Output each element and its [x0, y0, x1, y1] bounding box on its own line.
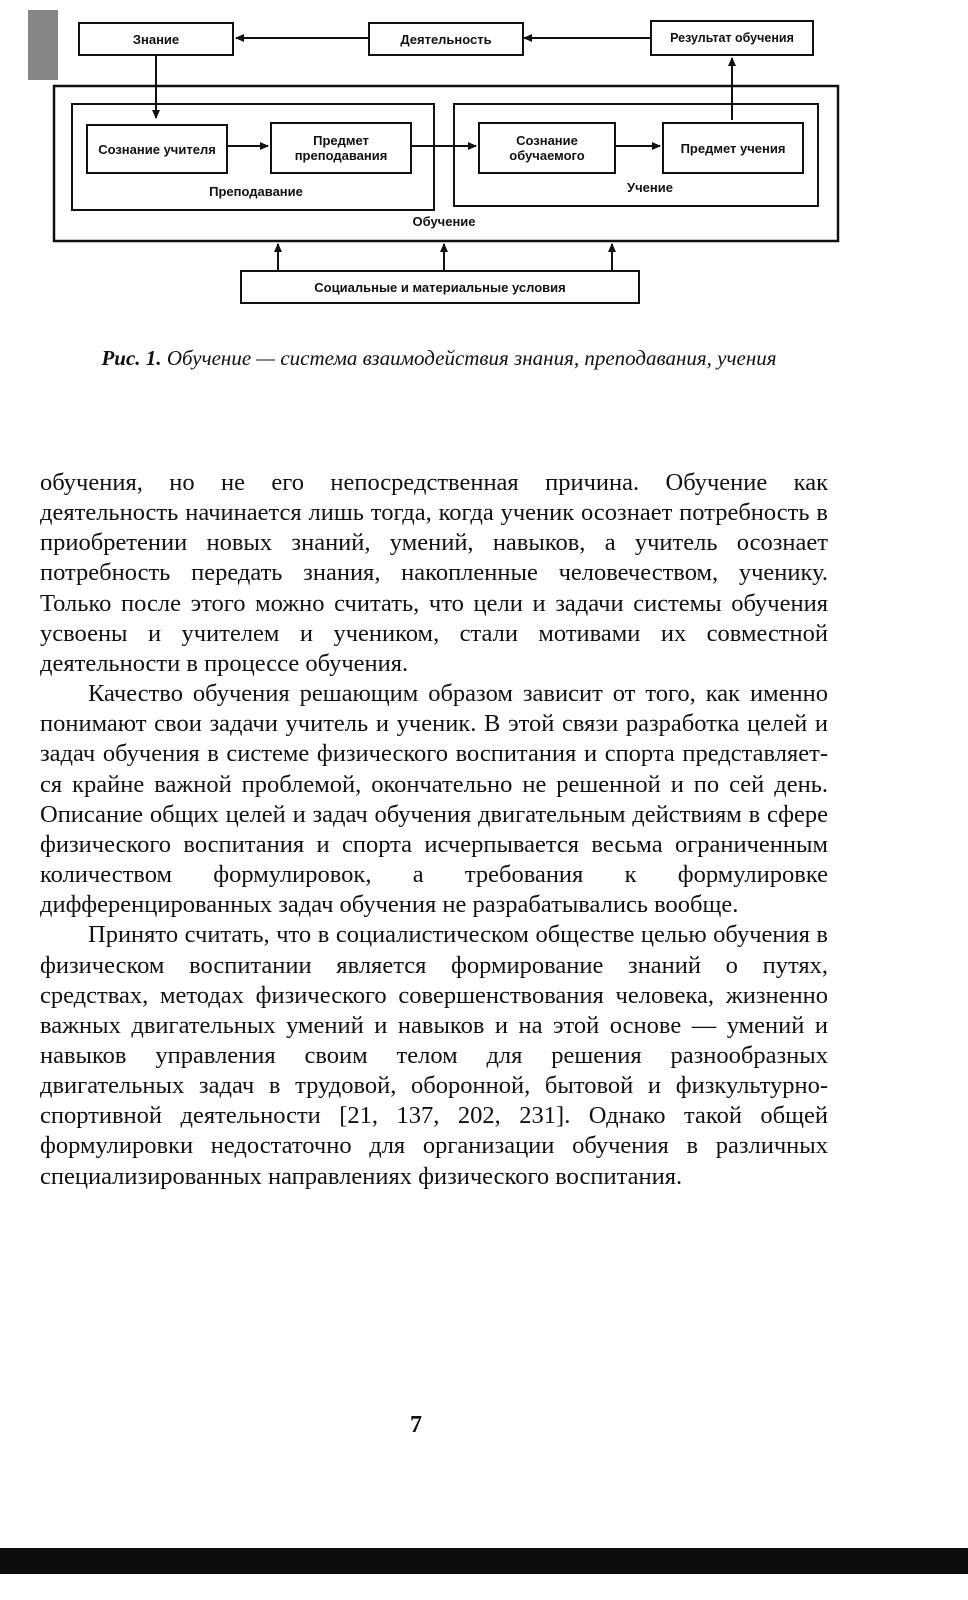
paragraph-1: обучения, но не его непосредственная причина. Обучение как деятельность начинается лишь тогда, когда ученик осознает потребность в приобретении новых знаний, умений, навыков, а учитель осознает потребность передать знания, накопленные человечеством, ученику. Только после этого можно считать, что цели и задачи системы обучения усвоены и учителем и учеником, стали мотивами их совместной деятельности в процессе обучения. — [40, 469, 828, 677]
learning-result-box: Результат обучения — [650, 20, 814, 56]
learner-consciousness-box: Сознание обучаемого — [478, 122, 616, 174]
instruction-label: Обучение — [412, 214, 476, 229]
page-number: 7 — [410, 1412, 422, 1438]
scan-edge-margin — [0, 1574, 968, 1600]
figure-caption — [44, 345, 834, 371]
teaching-label: Преподавание — [209, 184, 303, 199]
paragraph-3: Принято считать, что в социалистическом обществе целью обучения в физическом воспитании является формирование знаний о путях, средствах, методах физического совершенствования человека, жизненно важных двигательных умений и навыков и на этой основе — умений и навыков управления своим телом для решения разнообразных двигательных задач в трудовой, оборонной, бытовой и физкультурно-спортивной деятельности [21, 137, 202, 231]. Однако такой общей формулировки недостаточно для организации обучения в различных специализированных направлениях физического воспитания. — [40, 921, 828, 1190]
conditions-box: Социальные и материальные условия — [240, 270, 640, 304]
scan-smudge — [28, 10, 58, 80]
scan-edge-bar — [0, 1548, 968, 1574]
caption-text: Обучение — система взаимодействия знания, преподавания, учения — [166, 346, 777, 370]
paragraph-2: Качество обучения решающим образом зависит от того, как именно понимают свои задачи учитель и ученик. В этой связи разработка целей и задач обучения в системе физического воспитания и спорта представляется крайне важной проблемой, окончательно не решенной и по сей день. Описание общих целей и задач обучения двигательным действиям в сфере физического воспитания и спорта исчерпывается весьма ограниченным количеством формулировок, а требования к формулировке дифференцированных задач обучения не разрабатывались вообще. — [40, 680, 828, 919]
interaction-diagram — [0, 0, 968, 320]
teacher-consciousness-box: Сознание учителя — [86, 124, 228, 174]
teaching-subject-box: Предмет преподавания — [270, 122, 412, 174]
body-text — [40, 468, 828, 1192]
activity-box: Деятельность — [368, 22, 524, 56]
learning-subject-box: Предмет учения — [662, 122, 804, 174]
caption-lead: Рис. 1. — [101, 346, 162, 370]
learning-label: Учение — [627, 180, 673, 195]
knowledge-box: Знание — [78, 22, 234, 56]
